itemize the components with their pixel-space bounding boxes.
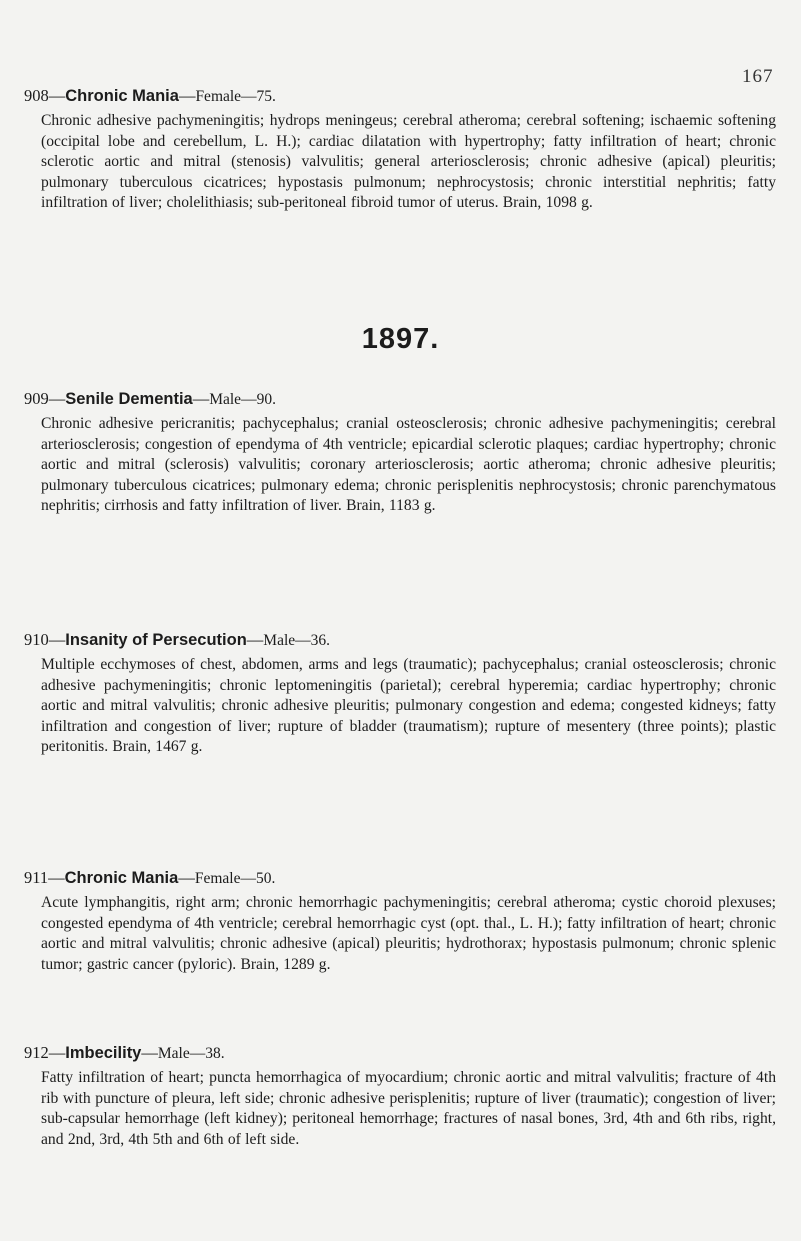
year-heading: 1897. bbox=[361, 323, 440, 355]
entry-heading: 912—Imbecility—Male—38. bbox=[24, 1043, 225, 1062]
entry-number: 910 bbox=[24, 630, 49, 649]
entry-sex-age: Female—50. bbox=[194, 870, 276, 887]
autopsy-entry-908 bbox=[24, 85, 776, 214]
entry-number: 908 bbox=[24, 86, 49, 105]
entry-number: 911 bbox=[24, 868, 49, 887]
entry-sex-age: Male—36. bbox=[263, 632, 331, 649]
entry-sex-age: Female—75. bbox=[195, 88, 276, 105]
entry-heading: 911—Chronic Mania—Female—50. bbox=[24, 868, 276, 887]
autopsy-entry-910 bbox=[24, 629, 776, 758]
entry-heading: 909—Senile Dementia—Male—90. bbox=[24, 389, 276, 408]
entry-diagnosis: Chronic Mania bbox=[65, 87, 179, 105]
page-number: 167 bbox=[742, 66, 774, 87]
entry-findings: Fatty infiltration of heart; puncta hemorrhagica of myocardium; chronic aortic and mitral valvulitis; fracture of 4th rib with puncture of pleura, left side; chronic adhesive perisplenitis; rupture of liver (traumatic); congestion of liver; sub-capsular hemorrhage (left kidney); peritoneal hemorrhage; fractures of nasal bones, 3rd, 4th and 6th ribs, right, and 2nd, 3rd, 4th 5th and 6th of left side. bbox=[41, 1069, 776, 1148]
entry-heading: 910—Insanity of Persecution—Male—36. bbox=[24, 630, 331, 649]
entry-findings: Acute lymphangitis, right arm; chronic hemorrhagic pachymeningitis; cerebral atheroma; cystic choroid plexuses; congested ependyma of 4th ventricle; cerebral hemorrhagic cyst (opt. thal., L. H.); fatty infiltration of heart; chronic aortic and mitral valvulitis; chronic adhesive (apical) pleuritis; hydrothorax; hypostasis pulmonum; chronic splenic tumor; gastric cancer (pyloric). Brain, 1289 g. bbox=[41, 894, 776, 973]
entry-findings: Chronic adhesive pericranitis; pachycephalus; cranial osteosclerosis; chronic adhesive pachymeningitis; cerebral arteriosclerosis; congestion of ependyma of 4th ventricle; epicardial sclerotic plaques; cardiac hypertrophy; chronic aortic and mitral (sclerosis) valvulitis; coronary arteriosclerosis; aortic atheroma; chronic adhesive pleuritis; pulmonary tuberculous cicatrices; pulmonary edema; chronic perisplenitis nephrocystosis; chronic parenchymatous nephritis; cirrhosis and fatty infiltration of liver. Brain, 1183 g. bbox=[41, 415, 776, 515]
entry-diagnosis: Senile Dementia bbox=[65, 390, 193, 408]
entry-number: 909 bbox=[24, 389, 49, 408]
entry-sex-age: Male—90. bbox=[209, 391, 276, 408]
entry-findings: Multiple ecchymoses of chest, abdomen, arms and legs (traumatic); pachycephalus; cranial osteosclerosis; chronic adhesive pachymeningitis; chronic leptomeningitis (parietal); cerebral hyperemia; cardiac hypertrophy; chronic aortic and mitral valvulitis; chronic adhesive pleuritis; pulmonary congestion and edema; congested kidneys; fatty infiltration and congestion of liver; rupture of bladder (traumatism); rupture of mesentery (three points); plastic peritonitis. Brain, 1467 g. bbox=[41, 656, 776, 756]
entry-findings: Chronic adhesive pachymeningitis; hydrops meningeus; cerebral atheroma; cerebral softening; ischaemic softening (occipital lobe and cerebellum, L. H.); cardiac dilatation with hypertrophy; fatty infiltration of heart; chronic sclerotic aortic and mitral (stenosis) valvulitis; general arteriosclerosis; chronic adhesive (apical) pleuritis; pulmonary tuberculous cicatrices; hypostasis pulmonum; nephrocystosis; chronic interstitial nephritis; fatty infiltration of liver; cholelithiasis; sub-peritoneal fibroid tumor of uterus. Brain, 1098 g. bbox=[41, 112, 776, 212]
autopsy-entry-909 bbox=[24, 388, 776, 517]
entry-diagnosis: Insanity of Persecution bbox=[65, 631, 247, 649]
entry-diagnosis: Imbecility bbox=[65, 1044, 142, 1062]
entry-diagnosis: Chronic Mania bbox=[64, 869, 179, 887]
entry-sex-age: Male—38. bbox=[157, 1045, 225, 1062]
autopsy-entry-912 bbox=[24, 1042, 776, 1150]
entry-number: 912 bbox=[24, 1043, 49, 1062]
autopsy-entry-911 bbox=[24, 867, 776, 975]
entry-heading: 908—Chronic Mania—Female—75. bbox=[24, 86, 276, 105]
